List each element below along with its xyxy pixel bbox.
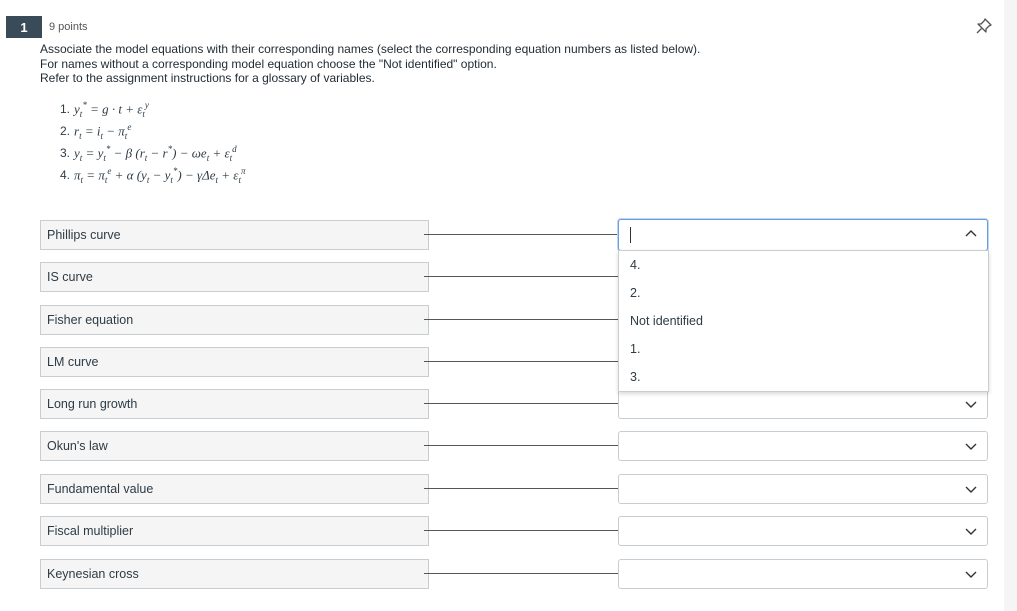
equation-number: 1.: [60, 102, 71, 116]
dropdown-option[interactable]: Not identified: [630, 314, 703, 328]
chevron-down-icon[interactable]: [965, 398, 977, 410]
match-label: Keynesian cross: [40, 559, 429, 589]
equation-list: [60, 98, 245, 186]
equation-formula: $r_t = i_t - \pi_t^e$: [74, 121, 132, 141]
equation-number: 4.: [60, 168, 71, 182]
match-row-phillips-curve: [40, 220, 990, 250]
chevron-down-icon[interactable]: [965, 525, 977, 537]
match-label: IS curve: [40, 262, 429, 292]
pin-icon[interactable]: [975, 17, 993, 35]
chevron-down-icon[interactable]: [965, 440, 977, 452]
answer-select-fiscal-multiplier[interactable]: [618, 516, 988, 546]
question-number: 1: [6, 16, 42, 38]
match-label: LM curve: [40, 347, 429, 377]
instruction-line: For names without a corresponding model equation choose the "Not identified" option.: [40, 56, 497, 71]
connector-line: [424, 488, 618, 489]
connector-line: [424, 445, 618, 446]
answer-select-okuns-law[interactable]: [618, 431, 988, 461]
equation-formula: $\pi_t = \pi_t^e + \alpha$ $(y_t - y_t^*) - \gamma\Delta e_t + \varepsilon_t^\pi$: [74, 165, 246, 185]
match-row-fiscal-multiplier: [40, 516, 990, 546]
answer-select-phillips-curve[interactable]: [618, 219, 988, 251]
equation-formula: $y_t = y_t^* - \beta$ $(r_t - r^*) - \omega e_t + \varepsilon_t^d$: [74, 143, 237, 163]
match-label: Okun's law: [40, 431, 429, 461]
chevron-down-icon[interactable]: [965, 483, 977, 495]
equation-4: [60, 164, 245, 186]
chevron-up-icon[interactable]: [965, 228, 977, 240]
match-label: Fiscal multiplier: [40, 516, 429, 546]
answer-select-long-run-growth[interactable]: [618, 389, 988, 419]
match-label: Long run growth: [40, 389, 429, 419]
question-points: 9 points: [49, 21, 88, 33]
equation-number: 3.: [60, 146, 71, 160]
equation-3: [60, 142, 245, 164]
chevron-down-icon[interactable]: [965, 568, 977, 580]
question-instructions: [40, 42, 940, 86]
instruction-line: Refer to the assignment instructions for a glossary of variables.: [40, 71, 375, 85]
match-row-okuns-law: [40, 431, 990, 461]
equation-formula: $y_t^* = g \cdot t + \varepsilon_t^y$: [74, 99, 149, 119]
connector-line: [424, 573, 618, 574]
match-row-fundamental-value: [40, 474, 990, 504]
equation-1: [60, 98, 245, 120]
answer-dropdown-menu: [618, 250, 989, 392]
text-cursor: [630, 227, 631, 243]
connector-line: [424, 530, 618, 531]
connector-line: [424, 276, 618, 277]
match-label: Phillips curve: [40, 220, 429, 250]
connector-line: [424, 403, 618, 404]
dropdown-option[interactable]: 3.: [630, 370, 641, 384]
match-label: Fundamental value: [40, 474, 429, 504]
connector-line: [424, 234, 618, 235]
match-row-keynesian-cross: [40, 559, 990, 589]
answer-select-fundamental-value[interactable]: [618, 474, 988, 504]
dropdown-option[interactable]: 4.: [630, 258, 641, 272]
connector-line: [424, 361, 618, 362]
answer-select-keynesian-cross[interactable]: [618, 559, 988, 589]
instruction-line: Associate the model equations with their corresponding names (select the corresponding equation numbers as listed below).: [40, 42, 701, 56]
match-label: Fisher equation: [40, 305, 429, 335]
dropdown-option[interactable]: 1.: [630, 342, 641, 356]
match-row-long-run-growth: [40, 389, 990, 419]
equation-number: 2.: [60, 124, 71, 138]
equation-2: [60, 120, 245, 142]
dropdown-option[interactable]: 2.: [630, 286, 641, 300]
connector-line: [424, 319, 618, 320]
